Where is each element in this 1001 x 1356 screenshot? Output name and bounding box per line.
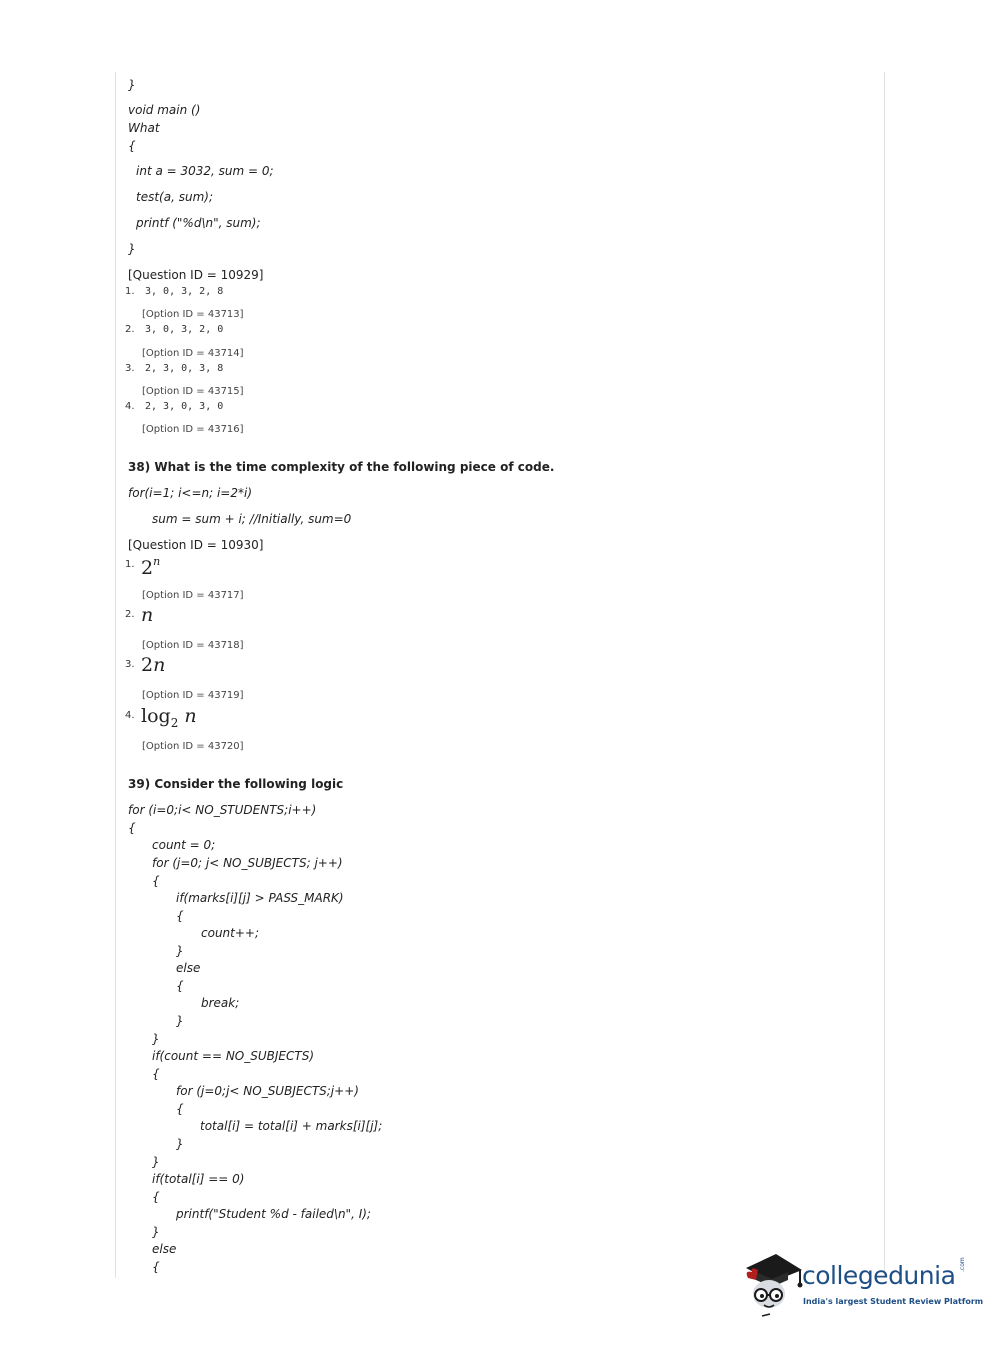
option-number: 3. — [125, 659, 135, 670]
code-line: break; — [201, 996, 240, 1010]
option-number: 4. — [125, 710, 135, 721]
code-line: printf("Student %d - failed\n", I); — [176, 1207, 371, 1221]
question-title: 38) What is the time complexity of the following piece of code. — [128, 460, 555, 474]
code-line: printf ("%d\n", sum); — [136, 216, 261, 230]
collegedunia-logo — [742, 1248, 984, 1318]
code-line: { — [176, 1102, 184, 1116]
code-line: What — [128, 121, 160, 135]
option-formula: 2$^n$ — [141, 555, 161, 579]
code-line: { — [152, 874, 160, 888]
code-line: } — [152, 1225, 160, 1239]
code-line: { — [128, 821, 136, 835]
option-id: [Option ID = 43713] — [142, 309, 244, 320]
code-line: else — [176, 961, 201, 975]
code-line: if(count == NO_SUBJECTS) — [152, 1049, 315, 1063]
option-formula: $\log_2 n$ — [141, 705, 197, 730]
code-line: total[i] = total[i] + marks[i][j]; — [200, 1119, 383, 1133]
code-line: if(total[i] == 0) — [152, 1172, 245, 1186]
question-id: [Question ID = 10930] — [128, 538, 264, 552]
code-line: } — [152, 1155, 160, 1169]
option-number: 2. — [125, 324, 135, 335]
code-line: if(marks[i][j] > PASS_MARK) — [176, 891, 344, 905]
code-line: void main () — [128, 103, 201, 117]
code-line: } — [176, 1137, 184, 1151]
option-text: 3, 0, 3, 2, 8 — [145, 286, 224, 297]
code-line: { — [152, 1260, 160, 1274]
question-id: [Question ID = 10929] — [128, 268, 264, 282]
code-line: { — [152, 1190, 160, 1204]
option-id: [Option ID = 43715] — [142, 386, 244, 397]
left-margin-rule — [115, 72, 116, 1278]
option-id: [Option ID = 43720] — [142, 741, 244, 752]
question-title: 39) Consider the following logic — [128, 777, 344, 791]
option-id: [Option ID = 43714] — [142, 348, 244, 359]
option-text: 3, 0, 3, 2, 0 — [145, 324, 224, 335]
code-line: { — [152, 1067, 160, 1081]
logo-dotcom: .com — [959, 1257, 966, 1272]
option-id: [Option ID = 43719] — [142, 690, 244, 701]
code-line: { — [176, 979, 184, 993]
code-line: } — [128, 242, 136, 256]
logo-tagline: India's largest Student Review Platform — [803, 1297, 984, 1306]
code-line: count++; — [201, 926, 260, 940]
code-line: for(i=1; i<=n; i=2*i) — [128, 486, 253, 500]
option-id: [Option ID = 43717] — [142, 590, 244, 601]
code-line: count = 0; — [152, 838, 216, 852]
code-line: } — [152, 1032, 160, 1046]
code-line: } — [128, 78, 136, 92]
code-line: for (j=0;j< NO_SUBJECTS;j++) — [176, 1084, 359, 1098]
code-line: for (j=0; j< NO_SUBJECTS; j++) — [152, 856, 343, 870]
mascot-icon — [742, 1248, 804, 1318]
option-text: 2, 3, 0, 3, 8 — [145, 363, 224, 374]
option-id: [Option ID = 43718] — [142, 640, 244, 651]
option-number: 1. — [125, 559, 135, 570]
code-line: } — [176, 1014, 184, 1028]
option-number: 4. — [125, 401, 135, 412]
option-formula: 2n — [141, 654, 166, 676]
logo-wordmark: collegedunia — [802, 1261, 956, 1290]
option-number: 1. — [125, 286, 135, 297]
code-line: { — [128, 139, 136, 153]
option-id: [Option ID = 43716] — [142, 424, 244, 435]
code-line: int a = 3032, sum = 0; — [136, 164, 274, 178]
code-line: } — [176, 944, 184, 958]
code-line: { — [176, 909, 184, 923]
code-line: test(a, sum); — [136, 190, 213, 204]
option-number: 3. — [125, 363, 135, 374]
option-number: 2. — [125, 609, 135, 620]
code-line: for (i=0;i< NO_STUDENTS;i++) — [128, 803, 317, 817]
code-line: else — [152, 1242, 177, 1256]
code-line: sum = sum + i; //Initially, sum=0 — [152, 512, 352, 526]
right-margin-rule — [884, 72, 885, 1278]
option-text: 2, 3, 0, 3, 0 — [145, 401, 224, 412]
option-formula: n — [141, 604, 154, 626]
